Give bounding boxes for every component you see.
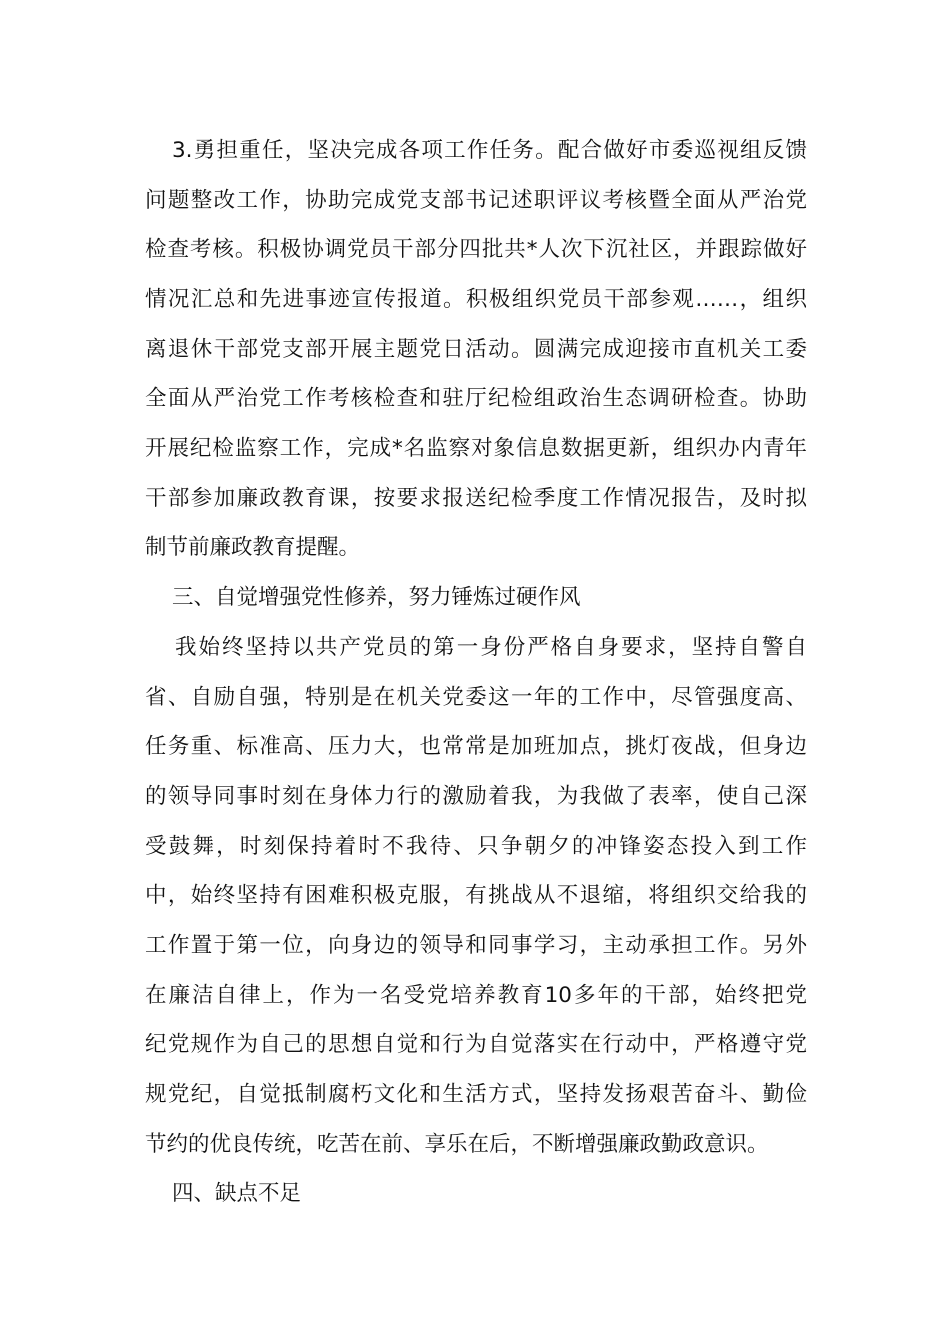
paragraph-4-line-11: 节约的优良传统，吃苦在前、享乐在后，不断增强廉政勤政意识。	[145, 1132, 769, 1157]
paragraph-3-line-3: 检查考核。积极协调党员干部分四批共*人次下沉社区，并跟踪做好	[145, 237, 807, 262]
paragraph-3-line-9: 制节前廉政教育提醒。	[145, 535, 361, 560]
section-heading-4: 四、缺点不足	[172, 1181, 302, 1206]
paragraph-4-line-9: 纪党规作为自己的思想自觉和行为自觉落实在行动中，严格遵守党	[145, 1032, 807, 1057]
paragraph-4-line-4: 的领导同事时刻在身体力行的激励着我，为我做了表率，使自己深	[145, 784, 807, 809]
paragraph-3-line-1: 3.勇担重任，坚决完成各项工作任务。配合做好市委巡视组反馈	[172, 138, 807, 163]
paragraph-3-line-4: 情况汇总和先进事迹宣传报道。积极组织党员干部参观……，组织	[145, 287, 807, 312]
paragraph-4-line-3: 任务重、标准高、压力大，也常常是加班加点，挑灯夜战，但身边	[145, 734, 807, 759]
paragraph-4-line-8: 在廉洁自律上，作为一名受党培养教育10多年的干部，始终把党	[145, 983, 807, 1008]
paragraph-4-line-1: 我始终坚持以共产党员的第一身份严格自身要求，坚持自警自	[175, 635, 807, 660]
paragraph-3-line-7: 开展纪检监察工作，完成*名监察对象信息数据更新，组织办内青年	[145, 436, 807, 461]
paragraph-3-line-2: 问题整改工作，协助完成党支部书记述职评议考核暨全面从严治党	[145, 188, 807, 213]
paragraph-3-line-5: 离退休干部党支部开展主题党日活动。圆满完成迎接市直机关工委	[145, 337, 807, 362]
paragraph-4-line-2: 省、自励自强，特别是在机关党委这一年的工作中，尽管强度高、	[145, 685, 807, 710]
paragraph-3-line-6: 全面从严治党工作考核检查和驻厅纪检组政治生态调研检查。协助	[145, 386, 807, 411]
paragraph-3-line-8: 干部参加廉政教育课，按要求报送纪检季度工作情况报告，及时拟	[145, 486, 807, 511]
section-heading-3: 三、自觉增强党性修养，努力锤炼过硬作风	[172, 585, 581, 610]
paragraph-4-line-6: 中，始终坚持有困难积极克服，有挑战从不退缩，将组织交给我的	[145, 883, 807, 908]
paragraph-4-line-7: 工作置于第一位，向身边的领导和同事学习，主动承担工作。另外	[145, 933, 807, 958]
paragraph-4-line-10: 规党纪，自觉抵制腐朽文化和生活方式，坚持发扬艰苦奋斗、勤俭	[145, 1082, 807, 1107]
paragraph-4-line-5: 受鼓舞，时刻保持着时不我待、只争朝夕的冲锋姿态投入到工作	[145, 834, 807, 859]
